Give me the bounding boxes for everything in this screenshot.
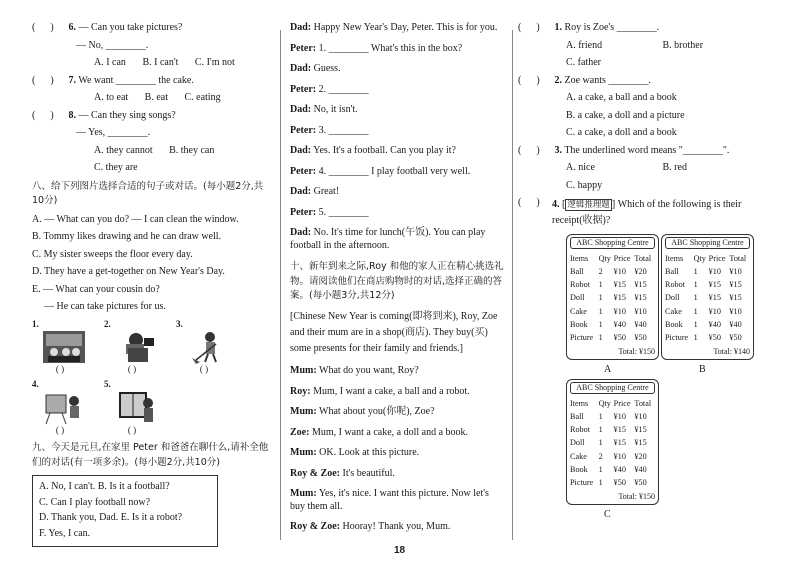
- answer-paren-open[interactable]: (: [518, 144, 522, 156]
- answer-prompt: — Yes, ________.: [76, 127, 151, 138]
- receipt-row: [665, 318, 750, 331]
- receipt-cell: Robot: [665, 280, 686, 289]
- receipt-column-header: Items: [570, 253, 589, 263]
- receipt-cell: ¥15: [634, 280, 647, 289]
- receipt-cell: Book: [665, 319, 683, 329]
- dialog-text: Guess.: [313, 63, 341, 74]
- dialog-text: 5. ________: [318, 206, 369, 218]
- dialog-text: No, it isn't.: [313, 104, 358, 115]
- receipt-cell: ¥40: [708, 319, 721, 329]
- receipt-cell: ¥40: [729, 319, 742, 329]
- receipt-cell: 1: [693, 293, 698, 303]
- answer-paren-open[interactable]: (: [32, 109, 36, 121]
- dialog-text: What do you want, Roy?: [319, 365, 419, 377]
- receipt-cell: ¥40: [613, 319, 626, 329]
- receipt-row: [570, 410, 655, 423]
- receipt-column-header: Price: [708, 253, 726, 263]
- receipt-cell: Book: [570, 464, 588, 474]
- dialog-text: It's beautiful.: [342, 467, 395, 479]
- speaker: Mum:: [290, 365, 317, 377]
- receipt-total: Total: ¥150: [618, 491, 655, 501]
- receipt-cell: ¥20: [634, 451, 647, 461]
- receipt-column-header: Price: [613, 398, 631, 408]
- receipt-header-row: [665, 252, 750, 265]
- receipt-cell: Doll: [665, 293, 680, 303]
- dialog-line: [290, 43, 505, 56]
- dialog-options-box: [32, 475, 218, 547]
- receipt-cell: 1: [598, 411, 603, 421]
- dialog-peter-dad: [290, 22, 505, 252]
- dialog-line: [290, 521, 505, 534]
- option-b: B. I can't: [142, 57, 179, 68]
- receipt-cell: ¥15: [613, 280, 626, 289]
- question-8: [32, 110, 270, 123]
- section-10-title: 十、新年到来之际,Roy 和他的家人正在精心挑选礼物。请阅读他们在商店购物时的对话,选择正确的答案。(每小题3分,共12分): [290, 261, 504, 302]
- receipt-label-b: B: [699, 364, 706, 375]
- option-c: C. a cake, a doll and a book: [566, 127, 677, 138]
- sweeping-girl-icon: [186, 330, 230, 364]
- receipt-row: [570, 450, 655, 463]
- dialog-line: [290, 63, 505, 76]
- question-number: 7.: [68, 74, 76, 86]
- dialog-line: [290, 166, 505, 179]
- receipt-cell: ¥15: [729, 280, 742, 289]
- receipt-cell: ¥10: [634, 411, 647, 421]
- answer-paren[interactable]: ( ): [199, 364, 209, 375]
- options: [94, 92, 270, 105]
- receipt-cell: 2: [598, 451, 603, 461]
- picture-item: [32, 319, 88, 376]
- receipt-cell: Cake: [570, 451, 587, 461]
- receipt-cell: Ball: [665, 266, 679, 276]
- options: [94, 145, 270, 158]
- sentence-d: D. They have a get-together on New Year's Day.: [32, 266, 225, 278]
- sentence-b: B. Tommy likes drawing and he can draw well.: [32, 231, 222, 243]
- right-column: [518, 22, 776, 524]
- option-b: B. eat: [144, 92, 168, 103]
- dialog-option: F. Yes, I can.: [39, 527, 91, 539]
- answer-paren[interactable]: ( ): [55, 424, 65, 435]
- dialog-line: [290, 22, 505, 35]
- receipt-cell: ¥10: [613, 306, 626, 316]
- option-a: A. they cannot: [94, 144, 153, 156]
- receipt-cell: ¥50: [634, 478, 647, 487]
- receipt-label-a: A: [604, 364, 612, 375]
- party-picture-icon: [42, 330, 86, 364]
- receipt-row: [570, 292, 655, 305]
- dialog-shopping: [290, 365, 505, 534]
- receipt-cell: Book: [570, 319, 588, 329]
- receipt-row: [570, 305, 655, 318]
- receipt-header: ABC Shopping Centre: [570, 382, 655, 394]
- dialog-text: Great!: [313, 186, 340, 197]
- dialog-line: [290, 488, 505, 513]
- speaker: Dad:: [290, 104, 312, 115]
- dialog-text: 1. ________ What's this in the box?: [318, 42, 463, 54]
- receipt-row: [665, 292, 750, 305]
- receipt-cell: ¥10: [634, 306, 647, 316]
- speaker: Peter:: [290, 206, 317, 218]
- dialog-line: [290, 468, 505, 481]
- receipt-cell: ¥15: [708, 280, 721, 289]
- question-number: 1.: [554, 22, 562, 33]
- receipt-header-row: [570, 397, 655, 410]
- receipt-header-row: [570, 252, 655, 265]
- receipt-cell: ¥40: [613, 464, 626, 474]
- receipt-column-header: Items: [570, 398, 589, 408]
- answer-paren-open[interactable]: (: [32, 74, 36, 86]
- camera-boy-icon: [114, 330, 158, 364]
- dialog-line: [290, 406, 505, 419]
- receipt-header: ABC Shopping Centre: [570, 237, 655, 249]
- receipt-column-header: Total: [634, 253, 652, 263]
- option-b: B. a cake, a doll and a picture: [566, 109, 685, 121]
- receipt-column-header: Qty: [598, 253, 611, 263]
- receipt-row: [570, 424, 655, 437]
- receipt-cell: ¥50: [634, 333, 647, 342]
- receipt-column-header: Total: [729, 253, 747, 263]
- options: [566, 162, 776, 175]
- answer-paren-close: ): [50, 109, 54, 121]
- receipt-cell: ¥40: [634, 464, 647, 474]
- speaker: Peter:: [290, 124, 317, 136]
- options: [566, 40, 776, 53]
- question-number: 4.: [552, 199, 560, 210]
- receipt-cell: Ball: [570, 411, 584, 421]
- receipt-cell: Cake: [570, 306, 587, 316]
- receipt-cell: 1: [598, 438, 603, 448]
- answer-paren-open[interactable]: (: [518, 74, 522, 86]
- receipt-cell: 1: [598, 319, 603, 329]
- receipt-cell: ¥15: [613, 425, 626, 434]
- speaker: Mum:: [290, 406, 317, 418]
- receipt-row: [665, 279, 750, 292]
- option-c: C. eating: [184, 92, 221, 103]
- receipt-cell: ¥10: [613, 266, 626, 276]
- question-text: The underlined word means "________".: [564, 144, 730, 156]
- sentence-a: A. — What can you do? — I can clean the window.: [32, 213, 239, 225]
- receipt-cell: ¥10: [708, 306, 721, 316]
- dialog-line: [290, 186, 505, 199]
- option-a: A. a cake, a ball and a book: [566, 92, 677, 103]
- dialog-text: Hooray! Thank you, Mum.: [342, 521, 451, 533]
- answer-paren-open[interactable]: (: [32, 22, 36, 33]
- dialog-text: What about you(你呢), Zoe?: [319, 406, 435, 418]
- dialog-option: C. Can I play football now?: [39, 496, 151, 508]
- receipt-total: Total: ¥150: [618, 346, 655, 356]
- receipt-row: [570, 279, 655, 292]
- receipt-cell: ¥50: [708, 333, 721, 342]
- answer-paren-close: ): [50, 22, 54, 33]
- answer-paren[interactable]: ( ): [127, 424, 137, 435]
- receipt-cell: 1: [693, 266, 698, 276]
- speaker: Dad:: [290, 227, 312, 238]
- speaker: Zoe:: [290, 426, 310, 438]
- picture-item: [176, 319, 232, 376]
- receipt-cell: ¥20: [634, 266, 647, 276]
- sentence-e: E. — What can your cousin do?: [32, 283, 160, 295]
- speaker: Dad:: [290, 186, 312, 197]
- receipt-cell: 1: [693, 319, 698, 329]
- receipt-row: [665, 332, 750, 345]
- question-2: [518, 75, 776, 88]
- question-4: ( ) 4. [ 逻辑推理题 ] Which of the following is their receipt(收据)?: [518, 197, 742, 226]
- column-divider: [512, 30, 513, 540]
- sentence-c: C. My sister sweeps the floor every day.: [32, 248, 193, 260]
- section-9-title: 九、今天是元旦,在家里 Peter 和爸爸在聊什么,请补全他们的对话(有一项多余)。(每小题2分,共10分): [32, 441, 269, 468]
- speaker: Mum:: [290, 488, 317, 500]
- receipt-cell: Robot: [570, 425, 591, 434]
- receipt-cell: ¥15: [613, 438, 626, 448]
- option-c: C. they are: [94, 162, 138, 173]
- dialog-option: A. No, I can't. B. Is it a football?: [39, 481, 170, 493]
- dialog-line: [290, 427, 505, 440]
- receipt-cell: Robot: [570, 280, 591, 289]
- receipt-cell: ¥10: [729, 266, 742, 276]
- reading-intro: [Chinese New Year is coming(即将到来), Roy, Zoe and their mum are in a shop(商店). They buy(买) some presents for their family and friends.]: [290, 311, 498, 355]
- dialog-text: Yes. It's a football. Can you play it?: [313, 145, 456, 156]
- speaker: Dad:: [290, 22, 312, 33]
- receipt-cell: 1: [598, 478, 603, 487]
- options: [94, 57, 270, 70]
- speaker: Dad:: [290, 145, 312, 156]
- receipt-cell: 2: [598, 266, 603, 276]
- receipt-row: [570, 477, 655, 490]
- picture-number: 1.: [32, 318, 39, 329]
- receipt-cell: 1: [693, 306, 698, 316]
- picture-item: [104, 319, 160, 376]
- receipt-column-header: Qty: [693, 253, 706, 263]
- speaker: Roy & Zoe:: [290, 467, 340, 479]
- receipt-cell: Picture: [570, 333, 594, 342]
- receipt-cell: Doll: [570, 438, 585, 448]
- option-c: C. happy: [566, 179, 603, 191]
- receipt-cell: 1: [598, 293, 603, 303]
- receipt-table: [665, 252, 750, 345]
- sentence-e-reply: — He can take pictures for us.: [44, 301, 166, 313]
- receipt-column-header: Price: [613, 253, 631, 263]
- picture-number: 3.: [176, 318, 183, 329]
- receipt-options: [518, 234, 776, 524]
- receipt-row: [570, 318, 655, 331]
- receipt-row: [570, 332, 655, 345]
- dialog-line: [290, 447, 505, 460]
- answer-paren-close: ): [536, 74, 540, 86]
- receipt-cell: Picture: [665, 333, 689, 342]
- receipt-row: [570, 437, 655, 450]
- receipt-c[interactable]: [566, 379, 659, 505]
- speaker: Mum:: [290, 447, 317, 459]
- answer-paren-open[interactable]: (: [518, 22, 522, 33]
- receipt-cell: ¥50: [613, 478, 626, 487]
- receipt-cell: ¥15: [634, 425, 647, 434]
- receipt-cell: ¥15: [613, 293, 626, 303]
- receipt-cell: ¥15: [634, 438, 647, 448]
- dialog-text: No. It's time for lunch(午饭). You can play football in the afternoon.: [290, 227, 486, 251]
- dialog-option: D. Thank you, Dad. E. Is it a robot?: [39, 512, 183, 524]
- page-number: 18: [394, 545, 406, 556]
- question-1: [518, 22, 776, 35]
- dialog-line: [290, 227, 505, 252]
- picture-item: [32, 379, 88, 436]
- receipt-cell: ¥50: [729, 333, 742, 342]
- speaker: Roy & Zoe:: [290, 521, 340, 533]
- question-7: [32, 75, 270, 88]
- logic-tag: 逻辑推理题: [567, 200, 610, 210]
- receipt-table: [570, 252, 655, 345]
- speaker: Dad:: [290, 63, 312, 74]
- receipt-cell: 1: [598, 425, 603, 434]
- receipt-column-header: Items: [665, 253, 684, 263]
- left-column: [32, 22, 270, 547]
- dialog-text: Mum, I want a cake, a doll and a book.: [311, 426, 469, 438]
- receipt-a[interactable]: [566, 234, 659, 360]
- dialog-text: Yes, it's nice. I want this picture. Now let's buy them all.: [290, 488, 489, 512]
- receipt-cell: 1: [598, 280, 603, 289]
- answer-paren-close: ): [536, 144, 540, 156]
- question-text: We want ________ the cake.: [78, 74, 194, 86]
- receipt-cell: ¥15: [708, 293, 721, 303]
- receipt-cell: ¥10: [729, 306, 742, 316]
- receipt-cell: Picture: [570, 478, 594, 487]
- receipt-cell: 1: [693, 280, 698, 289]
- receipt-cell: Cake: [665, 306, 682, 316]
- receipt-table: [570, 397, 655, 490]
- dialog-text: 3. ________: [318, 124, 369, 136]
- question-text: Roy is Zoe's ________.: [564, 22, 660, 33]
- receipt-row: [665, 265, 750, 278]
- dialog-line: [290, 386, 505, 399]
- option-a: A. nice: [566, 162, 595, 173]
- column-divider: [280, 30, 281, 540]
- dialog-line: [290, 104, 505, 117]
- receipt-row: [665, 305, 750, 318]
- answer-paren-close: ): [536, 22, 540, 33]
- receipt-label-c: C: [604, 509, 611, 520]
- speaker: Peter:: [290, 165, 317, 177]
- answer-paren-close: ): [50, 74, 54, 86]
- receipt-row: [570, 463, 655, 476]
- question-number: 8.: [68, 109, 76, 121]
- question-text: Zoe wants ________.: [564, 74, 651, 86]
- question-text: — Can you take pictures?: [78, 22, 183, 33]
- receipt-cell: 1: [598, 464, 603, 474]
- window-cleaning-icon: [114, 391, 158, 425]
- dialog-text: Happy New Year's Day, Peter. This is for you.: [313, 22, 498, 33]
- option-a: A. to eat: [94, 92, 129, 103]
- receipt-cell: ¥50: [613, 333, 626, 342]
- dialog-line: [290, 207, 505, 220]
- option-a: A. friend: [566, 39, 603, 51]
- receipt-cell: ¥40: [634, 319, 647, 329]
- answer-paren[interactable]: ( ): [55, 364, 65, 375]
- picture-number: 4.: [32, 379, 39, 390]
- option-b: B. they can: [169, 144, 215, 156]
- picture-item: [104, 379, 160, 436]
- option-b: B. brother: [662, 39, 704, 51]
- question-number: 3.: [554, 144, 562, 156]
- question-6: [32, 22, 270, 35]
- drawing-boy-icon: [42, 391, 86, 425]
- receipt-header: ABC Shopping Centre: [665, 237, 750, 249]
- receipt-cell: ¥10: [613, 411, 626, 421]
- receipt-cell: 1: [598, 333, 603, 342]
- middle-column: [290, 22, 505, 542]
- picture-grid: [32, 319, 270, 436]
- answer-paren[interactable]: ( ): [127, 364, 137, 375]
- question-text: Which of the following is their receipt(收据)?: [552, 199, 742, 226]
- question-3: [518, 145, 776, 158]
- dialog-line: [290, 365, 505, 378]
- receipt-column-header: Qty: [598, 398, 611, 408]
- question-text: — Can they sing songs?: [78, 109, 176, 121]
- receipt-total: Total: ¥140: [713, 346, 750, 356]
- answer-paren-open[interactable]: (: [518, 197, 522, 208]
- section-8-title: 八、给下列图片选择合适的句子或对话。(每小题2分,共10分): [32, 180, 264, 207]
- receipt-column-header: Total: [634, 398, 652, 408]
- dialog-text: 4. ________ I play football very well.: [318, 165, 471, 177]
- speaker: Roy:: [290, 385, 311, 397]
- option-b: B. red: [662, 162, 687, 173]
- receipt-row: [570, 265, 655, 278]
- dialog-text: OK. Look at this picture.: [319, 447, 420, 459]
- answer-prompt: — No, ________.: [76, 39, 149, 51]
- answer-paren-close: ): [536, 197, 540, 208]
- option-a: A. I can: [94, 57, 126, 68]
- question-number: 2.: [554, 74, 562, 86]
- dialog-text: 2. ________: [318, 83, 369, 95]
- dialog-line: [290, 84, 505, 97]
- receipt-cell: ¥15: [729, 293, 742, 303]
- dialog-line: [290, 145, 505, 158]
- receipt-b[interactable]: [661, 234, 754, 360]
- receipt-cell: ¥10: [708, 266, 721, 276]
- option-c: C. father: [566, 57, 601, 68]
- option-c: C. I'm not: [194, 57, 235, 68]
- picture-number: 2.: [104, 318, 111, 329]
- receipt-cell: 1: [598, 306, 603, 316]
- receipt-cell: Doll: [570, 293, 585, 303]
- receipt-cell: ¥10: [613, 451, 626, 461]
- question-number: 6.: [68, 22, 76, 33]
- receipt-cell: 1: [693, 333, 698, 342]
- speaker: Peter:: [290, 83, 317, 95]
- dialog-line: [290, 125, 505, 138]
- picture-number: 5.: [104, 379, 111, 390]
- receipt-cell: ¥15: [634, 293, 647, 303]
- speaker: Peter:: [290, 42, 317, 54]
- receipt-cell: Ball: [570, 266, 584, 276]
- dialog-text: Mum, I want a cake, a ball and a robot.: [313, 385, 470, 397]
